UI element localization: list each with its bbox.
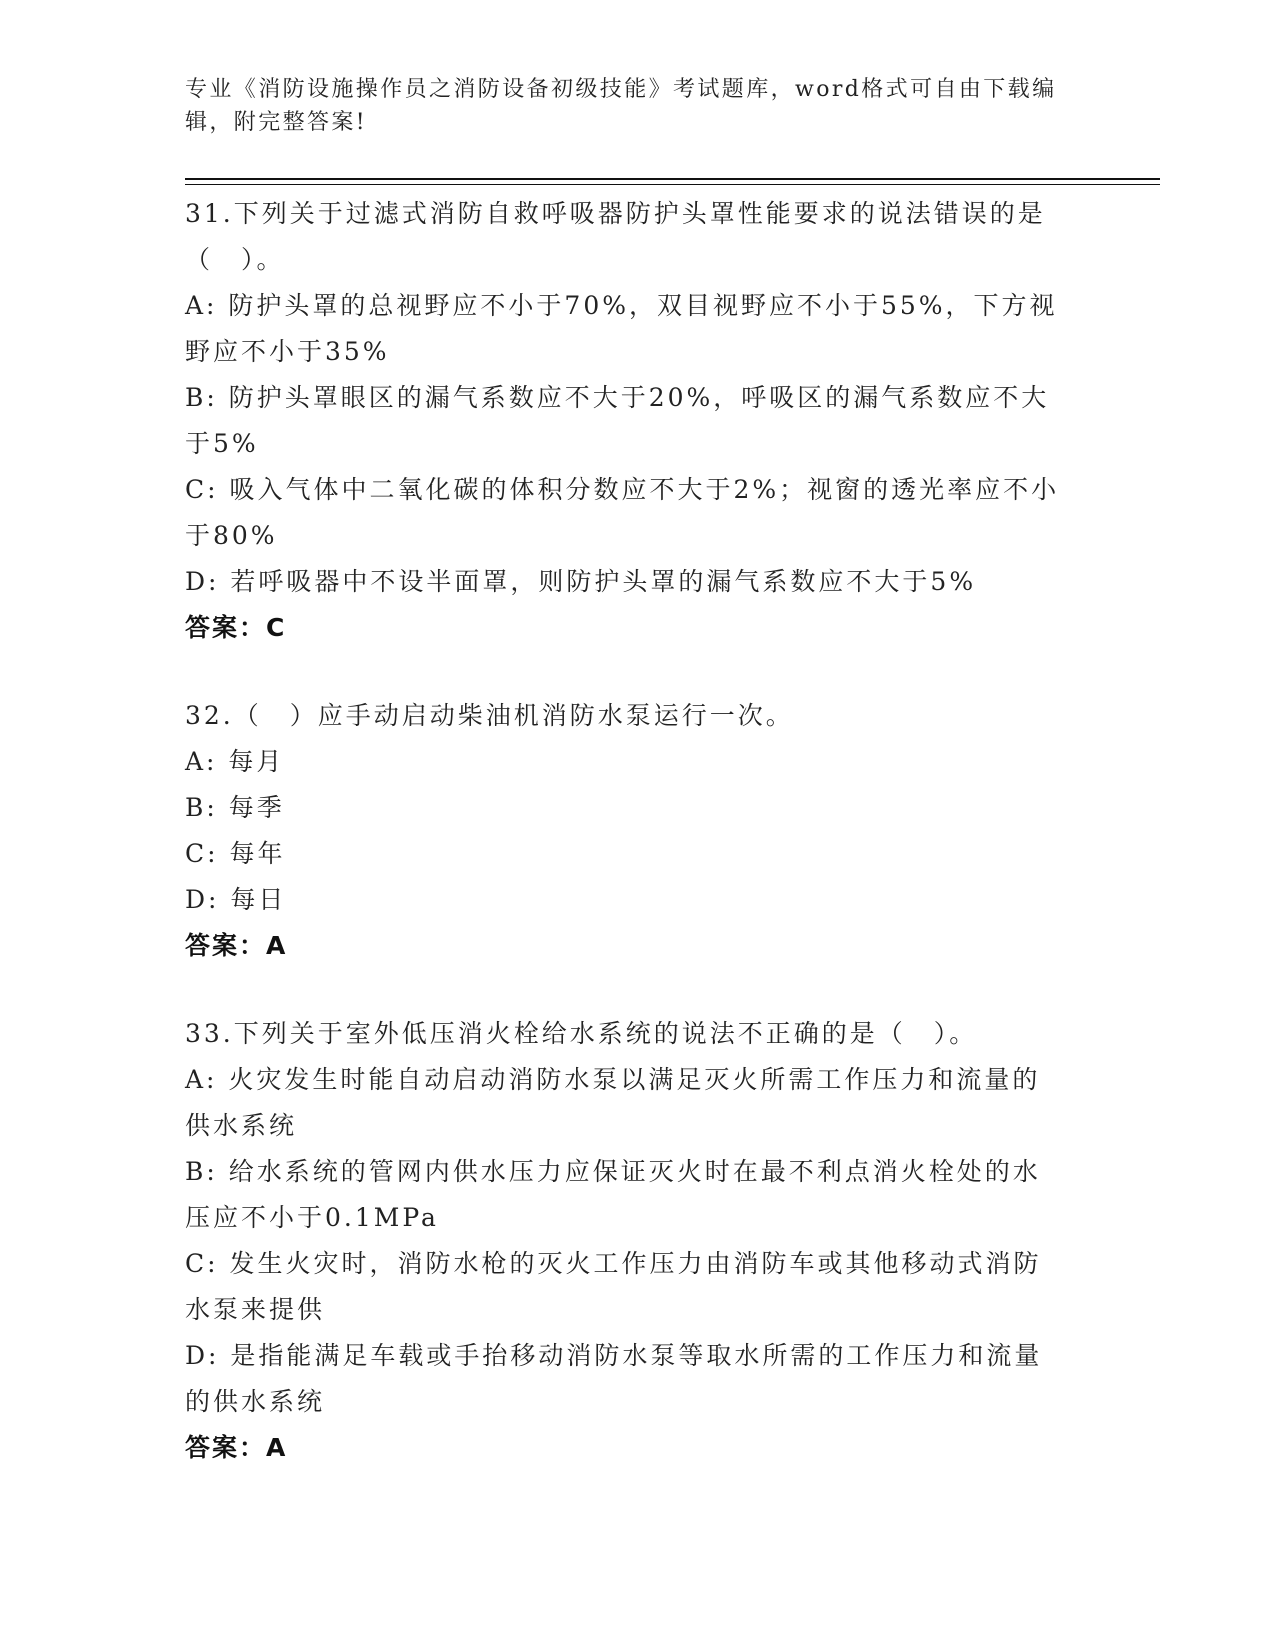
option-d-continued: 的供水系统 (185, 1387, 326, 1416)
header-rule-thick (185, 178, 1160, 180)
header-line-2: 辑，附完整答案! (185, 110, 368, 135)
option-d: D: 是指能满足车载或手抬移动消防水泵等取水所需的工作压力和流量 (185, 1341, 1043, 1370)
option-c: C: 吸入气体中二氧化碳的体积分数应不大于2%；视窗的透光率应不小 (185, 475, 1060, 504)
option-b: B: 防护头罩眼区的漏气系数应不大于20%，呼吸区的漏气系数应不大 (185, 383, 1050, 412)
option-b-continued: 于5% (185, 429, 259, 458)
question-stem-line-1: 33.下列关于室外低压消火栓给水系统的说法不正确的是（ ）。 (185, 1019, 978, 1048)
option-b: B: 给水系统的管网内供水压力应保证灭火时在最不利点消火栓处的水 (185, 1157, 1041, 1186)
document-header (185, 73, 1065, 139)
question-stem-line-1: 31.下列关于过滤式消防自救呼吸器防护头罩性能要求的说法错误的是 (185, 199, 1046, 228)
option-c-continued: 于80% (185, 521, 278, 550)
option-a-continued: 供水系统 (185, 1111, 298, 1140)
header-line-1: 专业《消防设施操作员之消防设备初级技能》考试题库，word格式可自由下载编 (185, 77, 1057, 102)
question-stem-line-1: 32.（ ）应手动启动柴油机消防水泵运行一次。 (185, 701, 794, 730)
option-a: A: 火灾发生时能自动启动消防水泵以满足灭火所需工作压力和流量的 (185, 1065, 1041, 1094)
question-32 (185, 693, 1085, 969)
option-a: A: 每月 (185, 747, 285, 776)
question-stem-line-2: （ ）。 (185, 245, 285, 274)
answer-label: 答案：A (185, 1433, 288, 1462)
option-c-continued: 水泵来提供 (185, 1295, 326, 1324)
option-d: D: 若呼吸器中不设半面罩，则防护头罩的漏气系数应不大于5% (185, 567, 977, 596)
option-a-continued: 野应不小于35% (185, 337, 390, 366)
option-d: D: 每日 (185, 885, 287, 914)
option-a: A: 防护头罩的总视野应不小于70%，双目视野应不小于55%，下方视 (185, 291, 1058, 320)
question-31 (185, 191, 1085, 651)
question-33 (185, 1011, 1085, 1471)
option-b: B: 每季 (185, 793, 285, 822)
option-c: C: 每年 (185, 839, 286, 868)
option-c: C: 发生火灾时，消防水枪的灭火工作压力由消防车或其他移动式消防 (185, 1249, 1042, 1278)
answer-label: 答案：A (185, 931, 288, 960)
option-b-continued: 压应不小于0.1MPa (185, 1203, 439, 1232)
answer-label: 答案：C (185, 613, 287, 642)
header-rule-thin (185, 184, 1160, 185)
